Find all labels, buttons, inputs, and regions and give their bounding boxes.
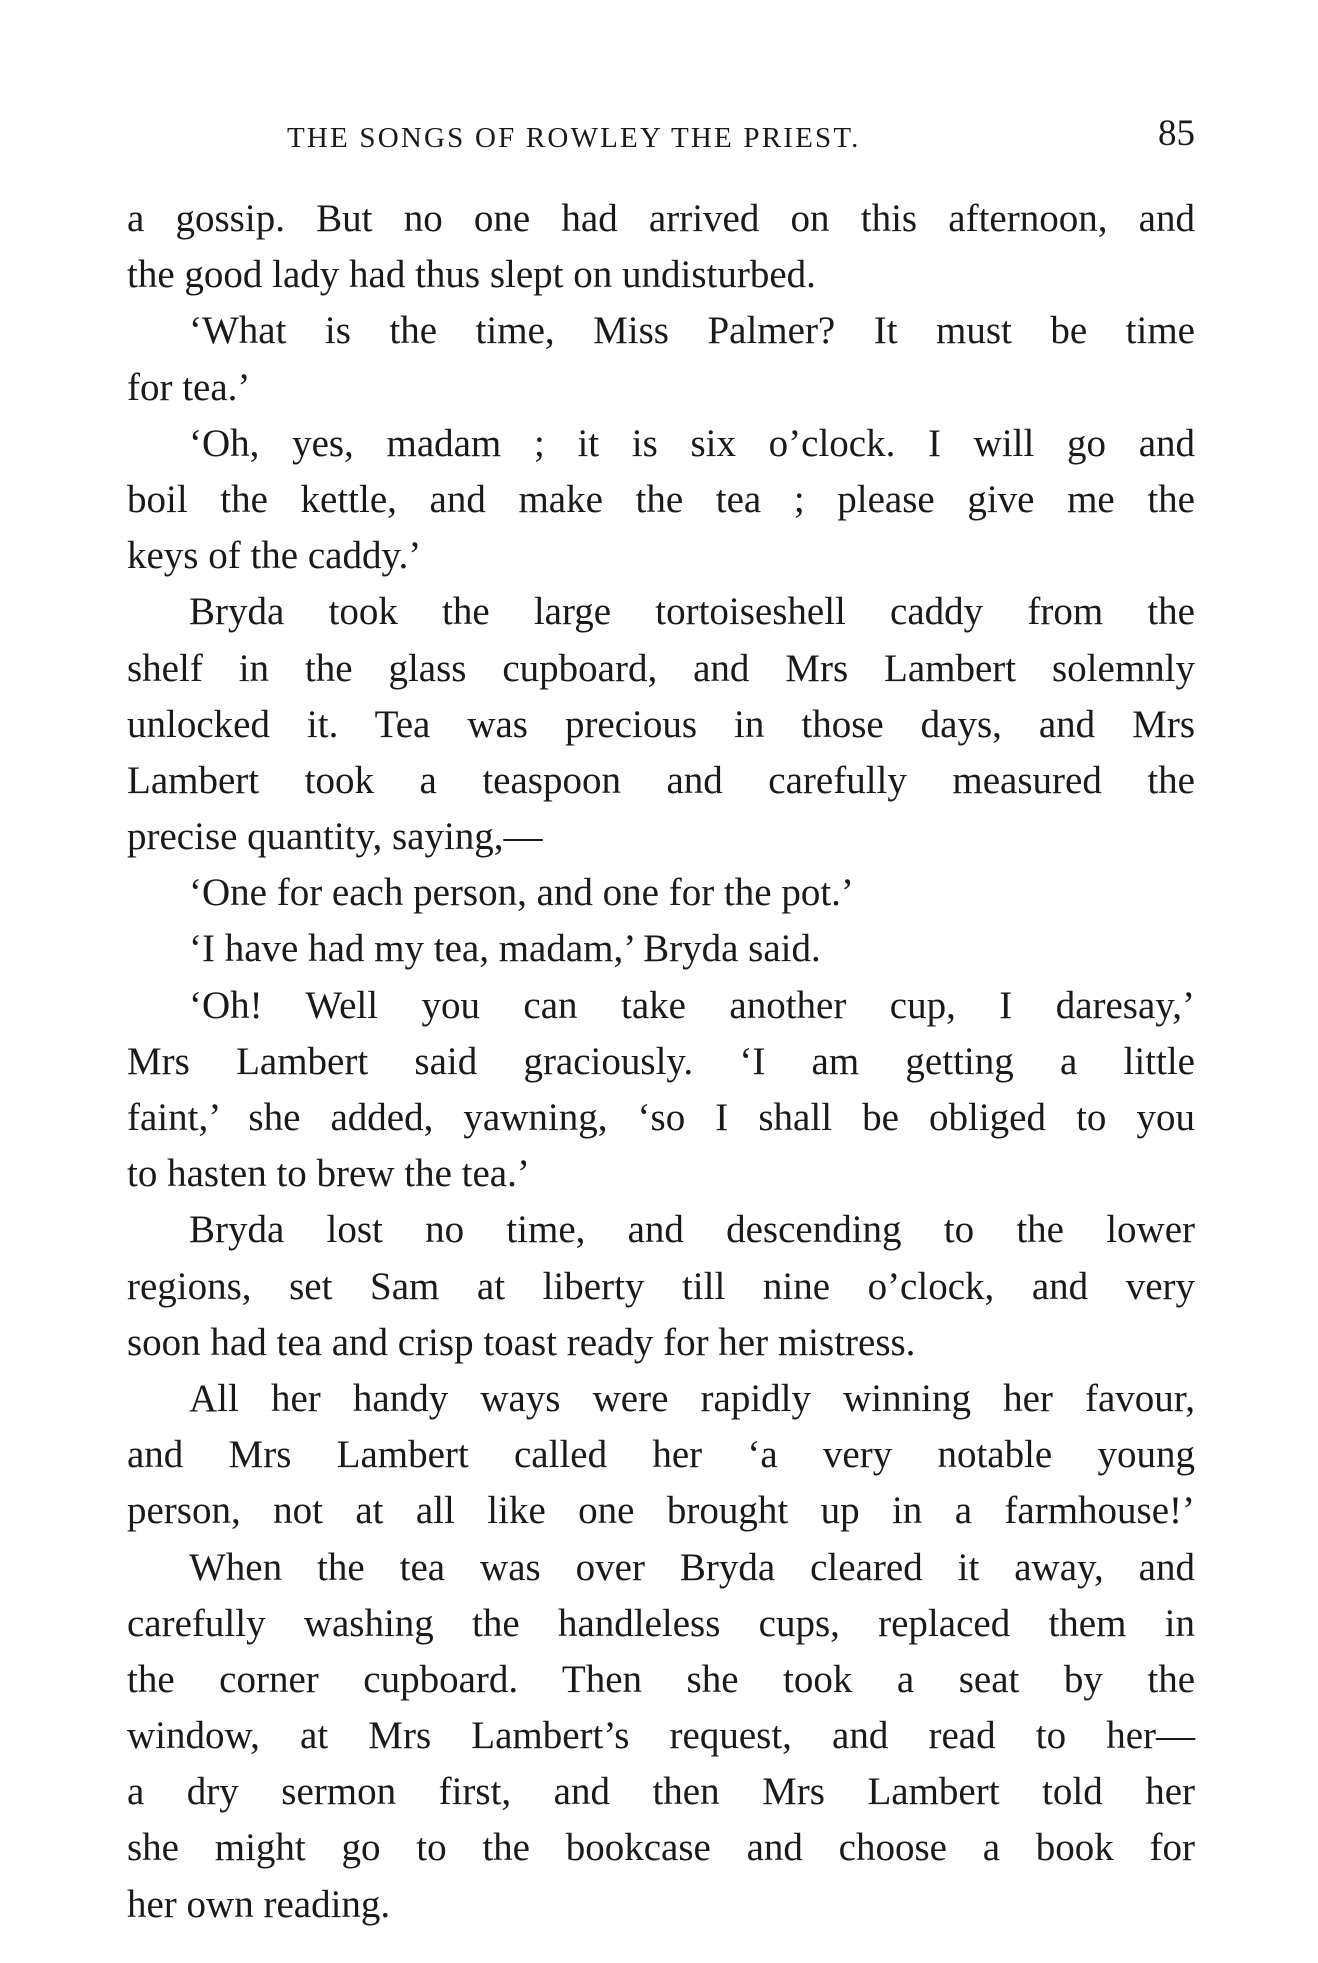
text-line: shelf in the glass cupboard, and Mrs Lambert solemnly bbox=[127, 646, 1195, 690]
text-line: precise quantity, saying,— bbox=[127, 815, 543, 859]
text-line: a gossip. But no one had arrived on this afternoon, and bbox=[127, 197, 1195, 240]
text-line: ‘Oh! Well you can take another cup, I daresay,’ bbox=[189, 983, 1195, 1027]
text-line: soon had tea and crisp toast ready for her mistress. bbox=[127, 1320, 916, 1364]
body-text bbox=[127, 191, 1195, 1933]
text-line: boil the kettle, and make the tea ; please give me the bbox=[127, 477, 1195, 521]
text-line: Mrs Lambert said graciously. ‘I am getting a little bbox=[127, 1039, 1195, 1083]
text-line: Bryda lost no time, and descending to the lower bbox=[189, 1208, 1195, 1252]
text-line: ‘Oh, yes, madam ; it is six o’clock. I will go and bbox=[189, 421, 1195, 465]
text-line: ‘What is the time, Miss Palmer? It must be time bbox=[189, 309, 1195, 353]
text-line: a dry sermon first, and then Mrs Lambert told her bbox=[127, 1770, 1195, 1814]
text-line: unlocked it. Tea was precious in those days, and Mrs bbox=[127, 702, 1195, 746]
text-line: When the tea was over Bryda cleared it away, and bbox=[189, 1545, 1195, 1589]
text-line: she might go to the bookcase and choose a book for bbox=[127, 1826, 1195, 1870]
text-line: faint,’ she added, yawning, ‘so I shall be obliged to you bbox=[127, 1096, 1195, 1139]
running-head bbox=[127, 112, 1195, 162]
text-line: for tea.’ bbox=[127, 365, 251, 409]
running-title: THE SONGS OF ROWLEY THE PRIEST. bbox=[287, 122, 861, 154]
text-line: window, at Mrs Lambert’s request, and read to her— bbox=[127, 1714, 1195, 1758]
text-line: carefully washing the handleless cups, replaced them in bbox=[127, 1601, 1195, 1645]
text-line: person, not at all like one brought up in a farmhouse!’ bbox=[127, 1489, 1195, 1533]
text-line: the good lady had thus slept on undisturbed. bbox=[127, 253, 816, 297]
page-number: 85 bbox=[1158, 113, 1195, 154]
text-line: keys of the caddy.’ bbox=[127, 534, 422, 578]
text-line: regions, set Sam at liberty till nine o’clock, and very bbox=[127, 1264, 1195, 1308]
text-line: to hasten to brew the tea.’ bbox=[127, 1152, 530, 1196]
text-line: ‘One for each person, and one for the pot.’ bbox=[189, 871, 854, 915]
text-line: and Mrs Lambert called her ‘a very notable young bbox=[127, 1433, 1195, 1477]
text-line: the corner cupboard. Then she took a seat by the bbox=[127, 1657, 1195, 1701]
text-line: All her handy ways were rapidly winning her favour, bbox=[189, 1376, 1195, 1420]
text-line: her own reading. bbox=[127, 1882, 391, 1926]
text-line: Bryda took the large tortoiseshell caddy from the bbox=[189, 590, 1195, 634]
text-line: ‘I have had my tea, madam,’ Bryda said. bbox=[189, 927, 821, 971]
text-line: Lambert took a teaspoon and carefully measured the bbox=[127, 758, 1195, 802]
